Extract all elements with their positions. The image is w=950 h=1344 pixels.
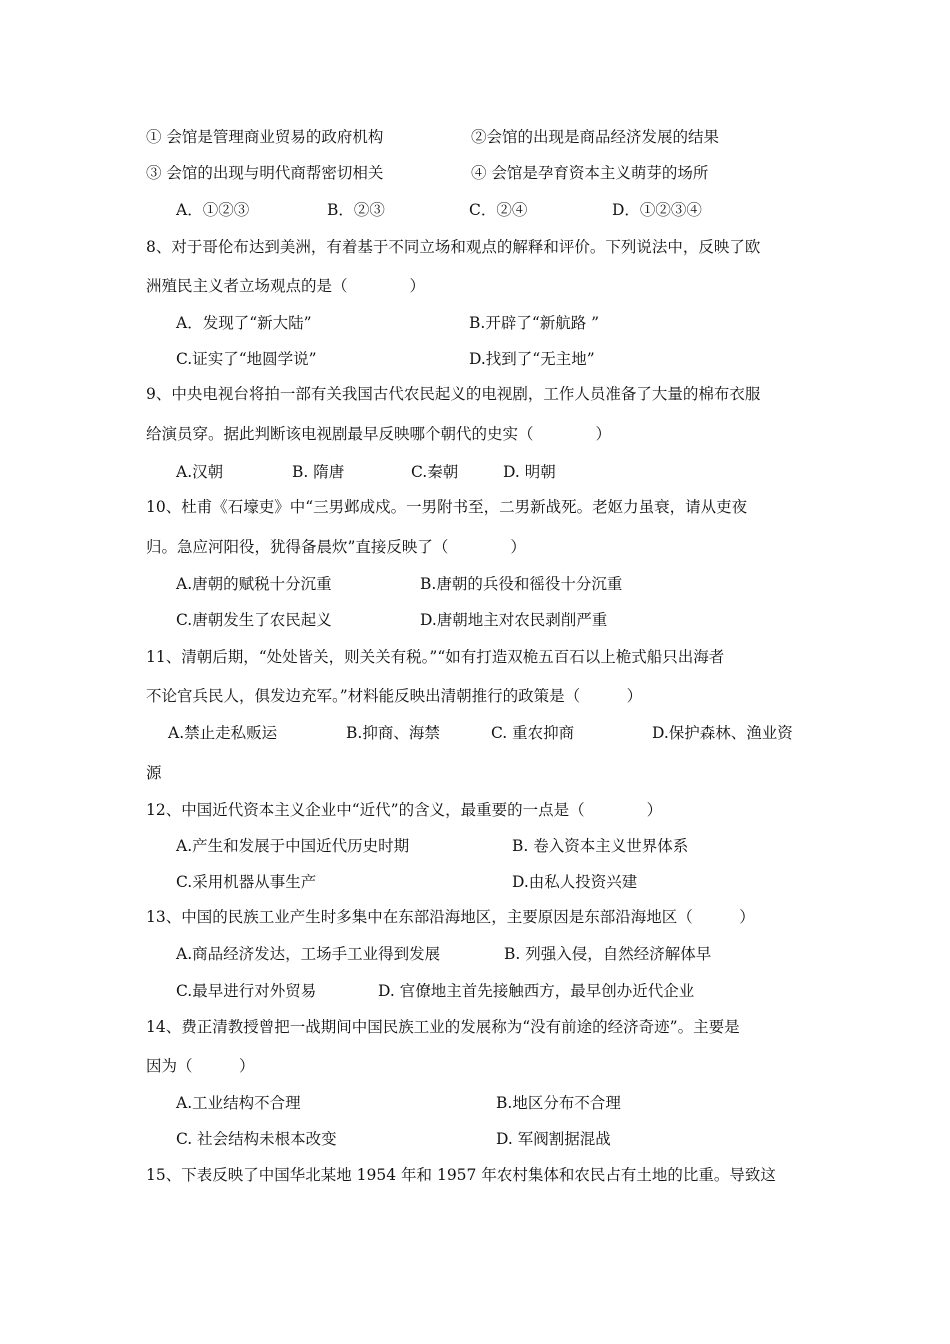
q15-stem: 15、下表反映了中国华北某地 1954 年和 1957 年农村集体和农民占有土地的比重。导致这 <box>146 1166 776 1184</box>
q13-option-b: B. 列强入侵，自然经济解体早 <box>504 945 712 963</box>
q12-option-c: C.采用机器从事生产 <box>176 873 317 891</box>
q10-option-d: D.唐朝地主对农民剥削严重 <box>420 611 608 629</box>
q7-option-b: B．②③ <box>327 201 385 219</box>
q14-option-c: C. 社会结构未根本改变 <box>176 1130 337 1148</box>
q7-option-a: A．①②③ <box>176 201 250 219</box>
q9-stem-line1: 9、中央电视台将拍一部有关我国古代农民起义的电视剧，工作人员准备了大量的棉布衣服 <box>146 385 761 403</box>
q12-option-a: A.产生和发展于中国近代历史时期 <box>176 837 410 855</box>
statement-4: ④ 会馆是孕育资本主义萌芽的场所 <box>471 164 709 182</box>
q11-stem-line1: 11、清朝后期，“处处皆关，则关关有税。”“如有打造双桅五百石以上桅式船只出海者 <box>146 648 725 666</box>
q9-stem-line2: 给演员穿。据此判断该电视剧最早反映哪个朝代的史实（ ） <box>146 425 612 443</box>
statement-1: ① 会馆是管理商业贸易的政府机构 <box>146 128 384 146</box>
q8-stem-line1: 8、对于哥伦布达到美洲，有着基于不同立场和观点的解释和评价。下列说法中，反映了欧 <box>146 238 761 256</box>
q14-option-a: A.工业结构不合理 <box>176 1094 301 1112</box>
q10-option-c: C.唐朝发生了农民起义 <box>176 611 332 629</box>
q8-stem-line2: 洲殖民主义者立场观点的是（ ） <box>146 277 426 295</box>
q11-option-c: C. 重农抑商 <box>491 724 575 742</box>
q11-option-b: B.抑商、海禁 <box>346 724 440 742</box>
q12-option-b: B. 卷入资本主义世界体系 <box>512 837 689 855</box>
q13-option-d: D. 官僚地主首先接触西方，最早创办近代企业 <box>378 982 695 1000</box>
q12-stem: 12、中国近代资本主义企业中“近代”的含义，最重要的一点是（ ） <box>146 801 663 819</box>
q8-option-a: A．发现了“新大陆” <box>176 314 312 332</box>
q11-option-d: D.保护森林、渔业资 <box>652 724 793 742</box>
q10-stem-line2: 归。急应河阳役，犹得备晨炊”直接反映了（ ） <box>146 538 526 556</box>
q11-option-d-cont: 源 <box>146 764 162 782</box>
q14-stem-line1: 14、费正清教授曾把一战期间中国民族工业的发展称为“没有前途的经济奇迹”。主要是 <box>146 1018 740 1036</box>
q10-stem-line1: 10、杜甫《石壕吏》中“三男邺成戍。一男附书至，二男新战死。老妪力虽衰，请从吏夜 <box>146 498 748 516</box>
q9-option-c: C.秦朝 <box>411 463 459 481</box>
q14-stem-line2: 因为（ ） <box>146 1057 255 1075</box>
q13-stem: 13、中国的民族工业产生时多集中在东部沿海地区，主要原因是东部沿海地区（ ） <box>146 908 755 926</box>
q9-option-b: B. 隋唐 <box>292 463 345 481</box>
q8-option-d: D.找到了“无主地” <box>469 350 595 368</box>
q7-option-d: D．①②③④ <box>612 201 702 219</box>
q8-option-c: C.证实了“地圆学说” <box>176 350 317 368</box>
q9-option-a: A.汉朝 <box>176 463 224 481</box>
q10-option-b: B.唐朝的兵役和徭役十分沉重 <box>420 575 623 593</box>
q12-option-d: D.由私人投资兴建 <box>512 873 638 891</box>
q11-stem-line2: 不论官兵民人，俱发边充军。”材料能反映出清朝推行的政策是（ ） <box>146 687 643 705</box>
q14-option-d: D. 军阀割据混战 <box>496 1130 611 1148</box>
q11-option-a: A.禁止走私贩运 <box>168 724 278 742</box>
q9-option-d: D. 明朝 <box>503 463 556 481</box>
statement-2: ②会馆的出现是商品经济发展的结果 <box>471 128 720 146</box>
q7-option-c: C．②④ <box>469 201 528 219</box>
q10-option-a: A.唐朝的赋税十分沉重 <box>176 575 332 593</box>
q13-option-c: C.最早进行对外贸易 <box>176 982 317 1000</box>
statement-3: ③ 会馆的出现与明代商帮密切相关 <box>146 164 384 182</box>
q14-option-b: B.地区分布不合理 <box>496 1094 621 1112</box>
q8-option-b: B.开辟了“新航路 ” <box>469 314 600 332</box>
q13-option-a: A.商品经济发达，工场手工业得到发展 <box>176 945 441 963</box>
